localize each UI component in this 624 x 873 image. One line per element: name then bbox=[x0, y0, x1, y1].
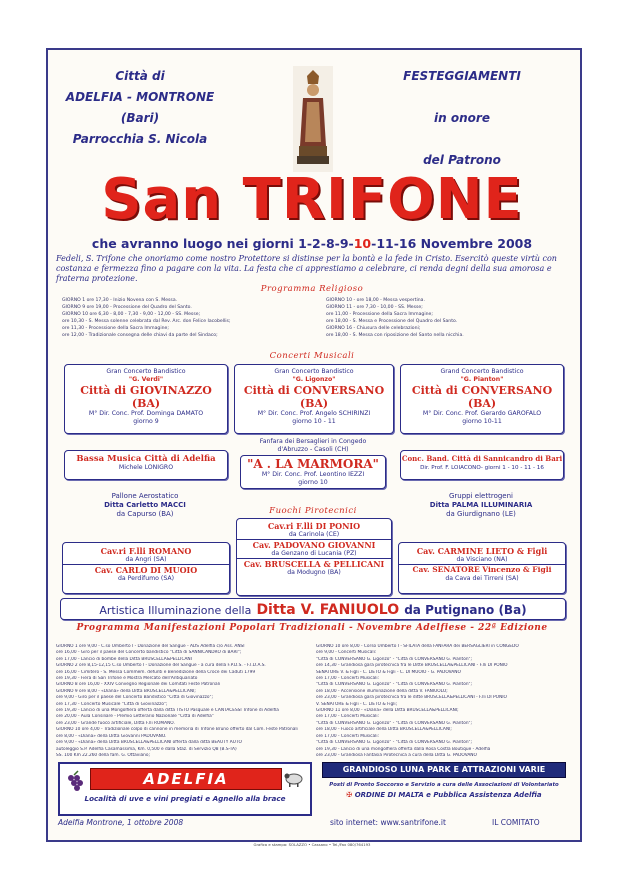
fanfara-director: M° Dir. Conc. Prof. Leontino IEZZI bbox=[261, 471, 365, 478]
schedule-line: autoleggio S.P. Adelfia Casamassima, Km. 0,500 e dalla Staz. di Servizio Q8 (B.S-TA) bbox=[56, 746, 237, 752]
intro-text: Fedeli, S. Trifone che onoriamo come nostro Protettore si distinse per la bontà e la fede in Cristo. Esercitò queste virtù con costanza e fermezza fino a pagare con la vita. La festa che ci apprestiamo a celebrare, ci renda degni della sua amorosa e fraterna protezione. bbox=[56, 254, 557, 283]
band-city: Città di GIOVINAZZO (BA) bbox=[80, 384, 212, 410]
schedule-line: GIORNO 1 ore 17,30 - Inizio Novena con S. Messa. bbox=[62, 298, 178, 303]
footer-site: sito internet: www.santrifone.it bbox=[330, 818, 446, 827]
dates-subtitle bbox=[50, 236, 574, 251]
balloon-block bbox=[64, 492, 226, 519]
generators-l2: Ditta PALMA ILLUMINARIA bbox=[429, 501, 533, 509]
band-city: Città di CONVERSANO (BA) bbox=[243, 384, 385, 410]
fanfara-box bbox=[240, 455, 386, 489]
band-days: giorno 9 bbox=[133, 418, 159, 425]
firework-from: da Carinola (CE) bbox=[288, 531, 340, 538]
lighting-name: Ditta V. FANIUOLO bbox=[256, 602, 400, 618]
firework-from: da Angri (SA) bbox=[125, 556, 167, 563]
schedule-line: GIORNO 9 ore 8,00 - «Diana» della Ditta BRUSCELLA&PELLICANI; bbox=[56, 688, 196, 694]
band-name: "G. Pianton" bbox=[460, 376, 504, 383]
footer-printer: Grafica e stampa: SOLAZZO • Cassano • Tel./Fax 080/764193 bbox=[253, 842, 371, 847]
band-box-conversano-ligonzo bbox=[234, 364, 394, 434]
schedule-line: GIORNO 11 - ore 7,30 - 10,00 - SS. Messe; bbox=[326, 305, 423, 310]
schedule-line: ore 18,00 - S. Messa e Processione del Quadro del Santo. bbox=[326, 319, 458, 324]
schedule-line: ore 20,00 - Aula Consiliare - Premio Letterario Nazionale "Città di Adelfia" bbox=[56, 714, 214, 720]
subtitle-pre: che avranno luogo nei giorni 1-2-8-9- bbox=[91, 236, 354, 251]
schedule-line: ore 8,00 - «Diana» della Ditta Giovanni PADOVANO. bbox=[56, 733, 167, 739]
schedule-line: ore 19,30 - Fiera di San Trifone e Mostra Mercato dell'Antiquariato bbox=[56, 676, 198, 682]
band-box-bassa-musica bbox=[64, 450, 228, 480]
schedule-line: GIORNO 10 ore 8,00 - Corso Umberto I - SFILATA della FANFARA dei BERSAGLIERI in CONGEDO bbox=[316, 644, 519, 649]
firework-name: Cav.ri F.lli ROMANO bbox=[100, 546, 192, 556]
schedule-line: ore 23,00 - Grandiosa Fantasia Pirotecnica a cura della Ditta G. PADOVANO bbox=[316, 752, 477, 758]
concerts-heading: Concerti Musicali bbox=[269, 351, 355, 361]
schedule-line: ore 18,00 - Fuoco artificiale della Ditta BRUSCELLA&PELLICANI; bbox=[316, 727, 452, 733]
schedule-line: GIORNO 8 ore 16,00 - XXIV Convegno Regionale dei Comitati Feste Patronali bbox=[56, 682, 220, 688]
small-band-title: Conc. Band. Città di Sannicandro di Bari bbox=[401, 454, 563, 463]
schedule-line: SENATORE V. & Figli - C. LIETO & Figli - C. DI MUOIO - G. PADOVANO bbox=[316, 669, 461, 675]
band-name: "G. Verdi" bbox=[128, 376, 164, 383]
schedule-line: ore 10,30 - S. Messa solenne celebrata dal Rev. Arc. don Felice Iacobellis; bbox=[62, 319, 231, 324]
schedule-line: ore 11,30 - Processione della Sacra Immagine; bbox=[62, 326, 169, 331]
popular-heading: Programma Manifestazioni Popolari Tradizionali - Novembre Adelfiese - 22ª Edizione bbox=[76, 623, 548, 633]
religious-left bbox=[62, 297, 314, 339]
schedule-line: "Città di CONVERSANO G. Ligonzo" - "Città di CONVERSANO G. Pianton"; bbox=[316, 682, 472, 688]
adelfia-box bbox=[58, 762, 312, 816]
balloon-l2: Ditta Carletto MACCI bbox=[104, 501, 186, 509]
schedule-line: GIORNO 2 ore 8,15-12,15 C.so Umberto I - Donazione del Sangue - a cura della F.P.D.S. - F.I.D.A.S. bbox=[56, 663, 266, 669]
schedule-line: ore 18,00 - Accensione illuminazione della ditta V. FANIUOLO; bbox=[316, 688, 448, 694]
schedule-line: GIORNO 9 ore 19,00 - Processione del Quadro del Santo. bbox=[62, 305, 192, 310]
balloon-l3: da Capurso (BA) bbox=[116, 510, 174, 518]
schedule-line: ore 11,00 - Processione della Sacra Immagine; bbox=[326, 312, 433, 317]
saint-statue-image bbox=[293, 66, 333, 172]
band-box-conversano-pianton bbox=[400, 364, 564, 434]
firework-name: Cav. BRUSCELLA & PELLICANI bbox=[237, 558, 391, 569]
band-director: M° Dir. Conc. Prof. Angelo SCHIRINZI bbox=[257, 410, 371, 417]
band-pre: Grand Concerto Bandistico bbox=[440, 368, 524, 375]
schedule-line: ore 17,00 - Concerti Musicali: bbox=[316, 676, 379, 682]
band-director: M° Dir. Conc. Prof. Dominga DAMATO bbox=[88, 410, 204, 417]
firework-name: Cav.ri F.lli DI PONIO bbox=[267, 521, 361, 531]
band-pre: Gran Concerto Bandistico bbox=[106, 368, 186, 375]
header-left-line: Parrocchia S. Nicola bbox=[72, 132, 208, 146]
schedule-line: SS. 100 Km 22.260 della fam. G. Ottaviano; bbox=[56, 752, 150, 758]
firework-name: Cav. CARLO DI MUOIO bbox=[63, 564, 229, 575]
firework-from: da Modugno (BA) bbox=[287, 569, 341, 576]
firework-from: da Cava dei Tirreni (SA) bbox=[445, 575, 519, 582]
fanfara-block bbox=[234, 438, 392, 489]
religious-right bbox=[326, 297, 566, 339]
schedule-line: V. SENATORE & Figli - C. LIETO & Figli; bbox=[316, 701, 398, 707]
lighting-pre: Artistica Illuminazione della bbox=[99, 604, 252, 617]
band-days: giorno 10-11 bbox=[462, 418, 502, 425]
fanfara-pre: Fanfara dei Bersaglieri in Congedo bbox=[259, 438, 367, 445]
firework-from: da Visciano (NA) bbox=[456, 556, 508, 563]
band-box-giovinazzo bbox=[64, 364, 228, 434]
schedule-line: ore 16,00 - Giro per il paese del Concerto bandistico "Città di SANNICANDRO di BARI"; bbox=[56, 650, 242, 656]
maltese-cross-icon: ✠ bbox=[346, 791, 353, 799]
schedule-line: GIORNO 16 - Chiusura delle celebrazioni; bbox=[326, 326, 421, 331]
subtitle-post: -11-16 Novembre 2008 bbox=[371, 236, 533, 251]
footer-date: Adelfia Montrone, 1 ottobre 2008 bbox=[58, 818, 184, 827]
header-left-line: (Bari) bbox=[120, 111, 160, 125]
schedule-line: "Città di CONVERSANO G. Ligonzo" - "Città di CONVERSANO G. Pianton"; bbox=[316, 740, 472, 746]
schedule-line: ore 17,00 - Lancio di bombe della Ditta BRUSCELLA&PELLICANI bbox=[56, 656, 192, 662]
fanfara-name: "A . LA MARMORA" bbox=[247, 457, 379, 471]
page-title: San TRIFONE bbox=[101, 167, 523, 232]
band-name: "G. Ligonzo" bbox=[292, 376, 336, 383]
small-band-title: Bassa Musica Città di Adelfia bbox=[76, 454, 216, 464]
schedule-line: ore 16,00 - Cimitero - S. Messa Commem. defunti e Benedizione della Croce dei Caduti 1799 bbox=[56, 669, 256, 675]
schedule-line: ore 19,30 - Lancio di una Mongolfiera offerta dalla ditta TISTO Pasquale e CANTACESSI Trifone di Adelfia bbox=[56, 708, 279, 714]
schedule-line: ore 23,00 - Grandiosa gara pirotecnica fra le ditte BRUSCELLA&PELLICANI - F.lli DI PONIO bbox=[316, 695, 507, 701]
firework-from: da Genzano di Lucania (PZ) bbox=[271, 550, 357, 557]
generators-l1: Gruppi elettrogeni bbox=[449, 492, 513, 500]
fanfara-place: d'Abruzzo - Casoli (CH) bbox=[277, 446, 349, 453]
header-right-line: in onore bbox=[434, 111, 490, 125]
schedule-line: ore 9,00 - «Diana» della Ditta BRUSCELLA&PELLICANI offerta dalla ditta BEAUTY AUTO bbox=[56, 740, 242, 746]
small-band-director: Michele LONIGRO bbox=[118, 464, 174, 471]
generators-block bbox=[400, 492, 562, 519]
fireworks-heading: Fuochi Pirotecnici bbox=[269, 506, 357, 516]
schedule-line: ore 18,00 - S. Messa con riposizione del Santo nella nicchia. bbox=[326, 333, 464, 338]
firework-name: Cav. CARMINE LIETO & Figli bbox=[416, 546, 548, 556]
fireworks-center-box bbox=[236, 518, 392, 596]
schedule-line: ore 14,30 - Grandiosa gara pirotecnica fra le Ditte BRUSCELLA&PELLICANI - F.lli DI PONIO bbox=[316, 663, 508, 669]
luna-park-l1: Posti di Pronto Soccorso e Servizio a cura delle Associazioni di Volontariato bbox=[329, 782, 559, 788]
schedule-line: ore 17,00 - Concerti Musicali: bbox=[316, 714, 379, 720]
schedule-line: ore 17,00 - Concerti Musicali: bbox=[316, 733, 379, 739]
balloon-l1: Pallone Aerostatico bbox=[111, 492, 179, 500]
schedule-line: ore 9,00 - Giro per il paese del Concerto Bandistico "Città di Giovinazzo"; bbox=[56, 695, 213, 701]
schedule-line: "Città di CONVERSANO G. Ligonzo" - "Città di CONVERSANO G. Pianton"; bbox=[316, 720, 472, 726]
schedule-line: ore 9,00 - Concerti Musicali: bbox=[316, 650, 377, 656]
band-city: Città di CONVERSANO (BA) bbox=[411, 384, 553, 410]
sheep-icon bbox=[284, 770, 304, 788]
fireworks-left-box bbox=[62, 542, 230, 594]
header-right-line: del Patrono bbox=[423, 153, 501, 167]
band-pre: Gran Concerto Bandistico bbox=[274, 368, 354, 375]
schedule-line: GIORNO 11 ore 8,00 - «Diana» della Ditta BRUSCELLA&PELLICANI; bbox=[316, 708, 459, 714]
header-left-line: ADELFIA - MONTRONE bbox=[65, 90, 215, 104]
firework-from: da Perdifumo (SA) bbox=[117, 575, 175, 582]
small-band-director: Dir. Prof. F. LOIACONO- giorni 1 - 10 - 11 - 16 bbox=[420, 465, 544, 471]
schedule-line: ore 17,30 - Concerto Musicale "Città di Giovinazzo"; bbox=[56, 701, 168, 707]
firework-name: Cav. PADOVANO GIOVANNI bbox=[237, 539, 391, 550]
header-right-line: FESTEGGIAMENTI bbox=[403, 69, 521, 83]
schedule-line: ore 23,00 - Grande fuoco artificiale, Ditta F.lli ROMANO. bbox=[56, 720, 175, 726]
popular-left bbox=[56, 644, 312, 759]
schedule-line: "Città di CONVERSANO G. Ligonzo" - "Città di CONVERSANO G. Pianton"; bbox=[316, 656, 472, 662]
adelfia-title: ADELFIA bbox=[90, 768, 282, 790]
adelfia-slogan: Località di uve e vini pregiati e Agnello alla brace bbox=[84, 794, 286, 803]
popular-right bbox=[316, 644, 568, 759]
religious-heading: Programma Religioso bbox=[260, 284, 364, 294]
header-left bbox=[60, 66, 220, 150]
footer-committee: IL COMITATO bbox=[492, 818, 540, 827]
firework-name: Cav. SENATORE Vincenzo & Figli bbox=[399, 564, 565, 575]
schedule-line: GIORNO 1 ore 9,00 - C.so Umberto I - Donazione del Sangue - ADS Adelfia c/o Ass. ANSI bbox=[56, 644, 245, 649]
band-days: giorno 10 - 11 bbox=[292, 418, 336, 425]
schedule-line: GIORNO 10 ore 6,30 - 8,00 - 7,30 - 9,00 - 12,00 - SS. Messe; bbox=[62, 312, 201, 317]
lighting-banner bbox=[60, 598, 566, 620]
grapes-icon bbox=[64, 770, 86, 792]
subtitle-highlight: 10 bbox=[353, 236, 372, 251]
luna-park-title: GRANDIOSO LUNA PARK E ATTRAZIONI VARIE bbox=[322, 762, 566, 778]
schedule-line: ore 12,00 - Tradizionale consegna delle chiavi da parte del Sindaco; bbox=[62, 333, 218, 338]
fanfara-days: giorno 10 bbox=[298, 479, 328, 486]
luna-park-l2 bbox=[322, 790, 566, 801]
luna-park-l2-text: ORDINE DI MALTA e Pubblica Assistenza Adelfia bbox=[354, 791, 542, 799]
luna-park-box bbox=[322, 762, 566, 812]
lighting-post: da Putignano (Ba) bbox=[404, 603, 527, 617]
fireworks-right-box bbox=[398, 542, 566, 594]
schedule-line: ore 19,30 - Lancio di una mongolfiera offerta dalla Rosa Costla Boutique - Adelfia bbox=[316, 746, 491, 752]
header-right bbox=[382, 66, 542, 171]
band-box-sannicandro bbox=[400, 450, 564, 480]
schedule-line: GIORNO 10 - ore 18,00 - Messa vespertina. bbox=[326, 298, 425, 303]
schedule-line: GIORNO 10 ore 4,00 - Tradizionale colpo di cannone in memoria di Trifone Bruno offerto dal Com. Feste Patronali bbox=[56, 727, 298, 733]
header-left-line: Città di bbox=[115, 69, 165, 83]
band-director: M° Dir. Conc. Prof. Gerardo GAROFALO bbox=[422, 410, 542, 417]
generators-l3: da Giurdignano (LE) bbox=[446, 510, 516, 518]
